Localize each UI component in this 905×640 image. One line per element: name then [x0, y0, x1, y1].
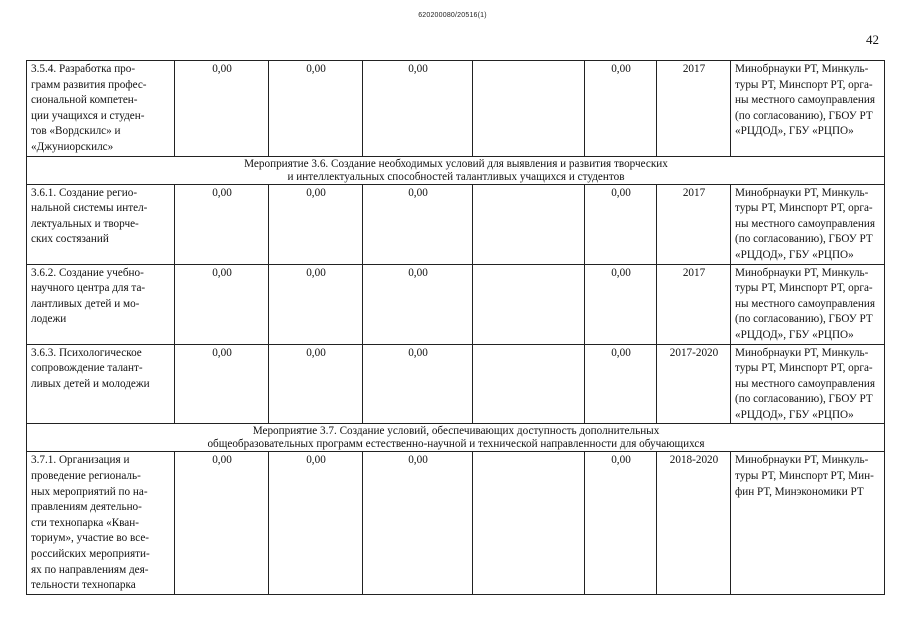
measure-name-cell: 3.7.1. Организация и проведение региональ- ных мероприятий по на- правлениям деятельно- сти технопарка «Кван- ториум», участие во все- российских мероприяти- ях по направлениям дея- тельности технопарка — [27, 452, 175, 594]
event-heading-line: общеобразовательных программ естественно-научной и технической направленности для обучающихся — [207, 438, 705, 451]
executors-cell: Минобрнауки РТ, Минкуль- туры РТ, Минспорт РТ, орга- ны местного самоуправления (по согласованию), ГБОУ РТ «РЦДОД», ГБУ «РЦПО» — [731, 344, 885, 424]
value-cell — [473, 264, 585, 344]
measure-name-cell: 3.6.2. Создание учебно- научного центра для та- лантливых детей и мо- лодежи — [27, 264, 175, 344]
event-row — [27, 424, 885, 452]
table-row — [27, 264, 885, 344]
executors-cell: Минобрнауки РТ, Минкуль- туры РТ, Минспорт РТ, Мин- фин РТ, Минэкономики РТ — [731, 452, 885, 594]
executors-cell: Минобрнауки РТ, Минкуль- туры РТ, Минспорт РТ, орга- ны местного самоуправления (по согласованию), ГБОУ РТ «РЦДОД», ГБУ «РЦПО» — [731, 61, 885, 157]
value-cell — [473, 452, 585, 594]
table-row — [27, 61, 885, 157]
value-cell: 0,00 — [269, 61, 363, 157]
executors-cell: Минобрнауки РТ, Минкуль- туры РТ, Минспорт РТ, орга- ны местного самоуправления (по согласованию), ГБОУ РТ «РЦДОД», ГБУ «РЦПО» — [731, 184, 885, 264]
event-heading — [27, 156, 885, 184]
value-cell: 0,00 — [363, 452, 473, 594]
value-cell — [473, 344, 585, 424]
value-cell: 0,00 — [585, 264, 657, 344]
value-cell — [473, 184, 585, 264]
table-row — [27, 184, 885, 264]
value-cell: 0,00 — [269, 184, 363, 264]
value-cell — [473, 61, 585, 157]
page-number: 42 — [866, 32, 879, 47]
value-cell: 0,00 — [175, 344, 269, 424]
period-cell: 2017-2020 — [657, 344, 731, 424]
measure-name-cell: 3.6.3. Психологическое сопровождение талант- ливых детей и молодежи — [27, 344, 175, 424]
value-cell: 0,00 — [175, 452, 269, 594]
measure-name-cell: 3.6.1. Создание регио- нальной системы интел- лектуальных и творче- ских состязаний — [27, 184, 175, 264]
value-cell: 0,00 — [363, 61, 473, 157]
period-cell: 2017 — [657, 264, 731, 344]
value-cell: 0,00 — [585, 452, 657, 594]
value-cell: 0,00 — [585, 61, 657, 157]
event-heading — [27, 424, 885, 452]
value-cell: 0,00 — [585, 184, 657, 264]
event-heading-line: Мероприятие 3.6. Создание необходимых условий для выявления и развития творческих — [244, 157, 668, 170]
event-heading-line: и интеллектуальных способностей талантливых учащихся и студентов — [287, 170, 625, 183]
value-cell: 0,00 — [363, 344, 473, 424]
value-cell: 0,00 — [175, 61, 269, 157]
period-cell: 2017 — [657, 184, 731, 264]
measure-name-cell: 3.5.4. Разработка про- грамм развития профес- сиональной компетен- ции учащихся и студен- тов «Вордскилс» и «Джуниорскилс» — [27, 61, 175, 157]
event-heading-line: Мероприятие 3.7. Создание условий, обеспечивающих доступность дополнительных — [252, 425, 660, 438]
event-row — [27, 156, 885, 184]
value-cell: 0,00 — [175, 184, 269, 264]
value-cell: 0,00 — [269, 264, 363, 344]
value-cell: 0,00 — [363, 184, 473, 264]
value-cell: 0,00 — [269, 452, 363, 594]
period-cell: 2017 — [657, 61, 731, 157]
document-id: 620200080/20516(1) — [418, 12, 487, 19]
value-cell: 0,00 — [363, 264, 473, 344]
program-measures-table — [26, 60, 885, 595]
table-row — [27, 344, 885, 424]
value-cell: 0,00 — [175, 264, 269, 344]
table-row — [27, 452, 885, 594]
value-cell: 0,00 — [269, 344, 363, 424]
value-cell: 0,00 — [585, 344, 657, 424]
period-cell: 2018-2020 — [657, 452, 731, 594]
executors-cell: Минобрнауки РТ, Минкуль- туры РТ, Минспорт РТ, орга- ны местного самоуправления (по согласованию), ГБОУ РТ «РЦДОД», ГБУ «РЦПО» — [731, 264, 885, 344]
